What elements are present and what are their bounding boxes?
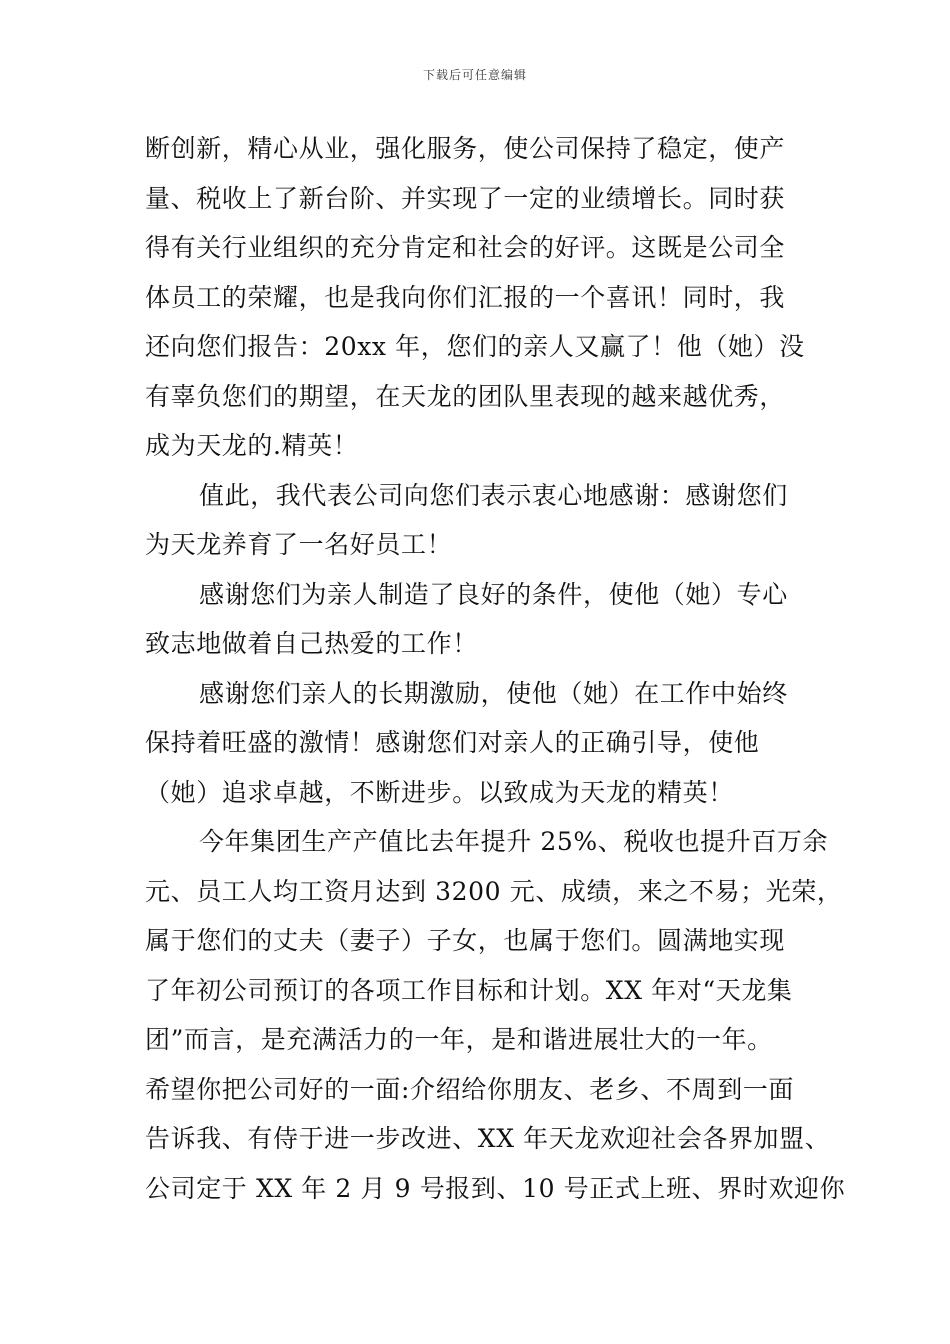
text-line: 希望你把公司好的一面:介绍给你朋友、老乡、不周到一面: [145, 1074, 795, 1104]
paragraph-start-line: 感谢您们亲人的长期激励，使他（她）在工作中始终: [199, 678, 788, 708]
text-line: 还向您们报告：20xx 年，您们的亲人又赢了！他（她）没: [145, 332, 805, 361]
text-line: （她）追求卓越，不断进步。以致成为天龙的精英！: [145, 777, 734, 807]
text-line: 属于您们的丈夫（妻子）子女，也属于您们。圆满地实现: [145, 926, 786, 955]
page-header: 下载后可任意编辑: [422, 68, 527, 82]
text-line: 断创新，精心从业，强化服务，使公司保持了稳定，使产: [145, 134, 786, 163]
paragraph-start-line: 值此，我代表公司向您们表示衷心地感谢：感谢您们: [199, 480, 788, 510]
text-line: 得有关行业组织的充分肯定和社会的好评。这既是公司全: [145, 233, 786, 262]
text-line: 元、员工人均工资月达到 3200 元、成绩，来之不易；光荣，: [145, 876, 843, 906]
text-line: 量、税收上了新台阶、并实现了一定的业绩增长。同时获: [145, 183, 786, 213]
text-line: 致志地做着自己热爱的工作！: [145, 629, 478, 658]
paragraph-start-line: 感谢您们为亲人制造了良好的条件，使他（她）专心: [199, 579, 788, 609]
text-line: 了年初公司预订的各项工作目标和计划。XX 年对“天龙集: [145, 975, 793, 1005]
text-line: 团”而言，是充满活力的一年，是和谐进展壮大的一年。: [145, 1025, 773, 1054]
document-body: [145, 124, 846, 1213]
text-line: 为天龙养育了一名好员工！: [145, 530, 453, 559]
text-line: 公司定于 XX 年 2 月 9 号报到、10 号正式上班、界时欢迎你: [145, 1173, 846, 1203]
text-line: 体员工的荣耀，也是我向你们汇报的一个喜讯！同时，我: [145, 282, 786, 312]
text-line: 保持着旺盛的激情！感谢您们对亲人的正确引导，使他: [145, 728, 760, 757]
text-line: 有辜负您们的期望，在天龙的团队里表现的越来越优秀，: [145, 381, 786, 411]
text-line: 成为天龙的.精英！: [145, 431, 359, 460]
text-line: 告诉我、有侍于进一步改进、XX 年天龙欢迎社会各界加盟、: [145, 1124, 831, 1153]
paragraph-start-line: 今年集团生产产值比去年提升 25%、税收也提升百万余: [199, 827, 829, 856]
